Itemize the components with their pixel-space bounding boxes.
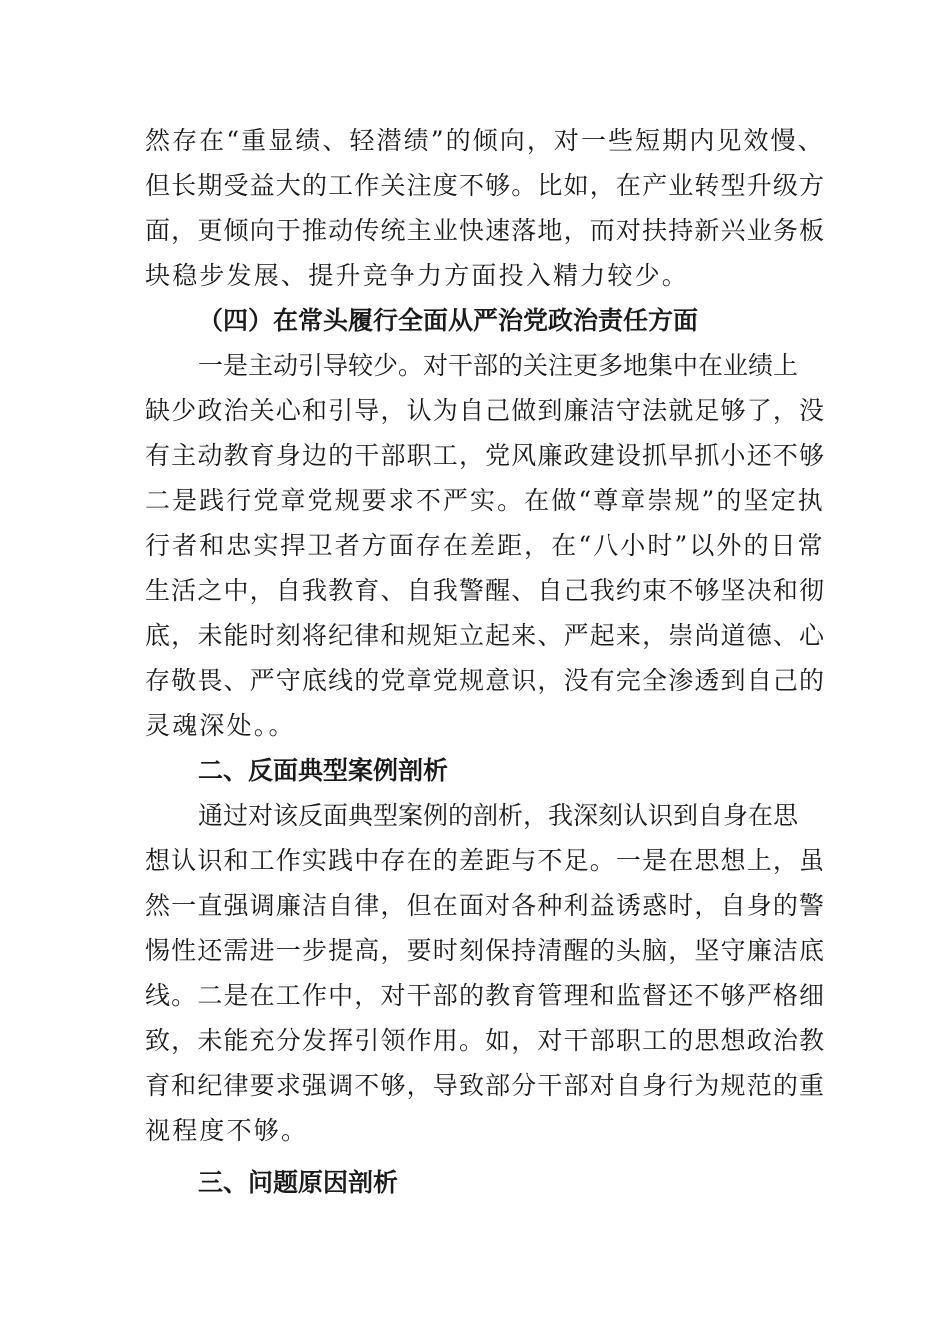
- paragraph-line: 一是主动引导较少。对干部的关注更多地集中在业绩上: [198, 351, 799, 380]
- section-heading: 二、反面典型案例剖析: [198, 756, 449, 785]
- paragraph-line: 缺少政治关心和引导，认为自己做到廉洁守法就足够了，没: [145, 396, 826, 425]
- paragraph-line: 视程度不够。: [145, 1116, 309, 1145]
- paragraph-line: 然一直强调廉洁自律，但在面对各种利益诱惑时，自身的警: [145, 891, 826, 920]
- paragraph-line: 二是践行党章党规要求不严实。在做“尊章崇规”的坚定执: [145, 486, 825, 515]
- paragraph-line: 然存在“重显绩、轻潜绩”的倾向，对一些短期内见效慢、: [145, 126, 825, 155]
- paragraph-line: 底，未能时刻将纪律和规矩立起来、严起来，崇尚道德、心: [145, 621, 826, 650]
- paragraph-line: 线。二是在工作中，对干部的教育管理和监督还不够严格细: [145, 981, 826, 1010]
- paragraph-line: 块稳步发展、提升竞争力方面投入精力较少。: [145, 261, 690, 290]
- paragraph-line: 行者和忠实捍卫者方面存在差距，在“八小时”以外的日常: [145, 531, 825, 560]
- paragraph-line: 有主动教育身边的干部职工，党风廉政建设抓早抓小还不够: [145, 441, 826, 470]
- paragraph-line: 面，更倾向于推动传统主业快速落地，而对扶持新兴业务板: [145, 216, 826, 245]
- section-heading: 三、问题原因剖析: [198, 1168, 399, 1197]
- paragraph-line: 但长期受益大的工作关注度不够。比如，在产业转型升级方: [145, 171, 826, 200]
- paragraph-line: 想认识和工作实践中存在的差距与不足。一是在思想上，虽: [145, 846, 826, 875]
- paragraph-line: 生活之中，自我教育、自我警醒、自己我约束不够坚决和彻: [145, 576, 826, 605]
- paragraph-line: 通过对该反面典型案例的剖析，我深刻认识到自身在思: [198, 801, 799, 830]
- paragraph-line: 惕性还需进一步提高，要时刻保持清醒的头脑，坚守廉洁底: [145, 936, 826, 965]
- paragraph-line: 致，未能充分发挥引领作用。如，对干部职工的思想政治教: [145, 1026, 826, 1055]
- paragraph-line: 灵魂深处。。: [145, 711, 296, 740]
- paragraph-line: 存敬畏、严守底线的党章党规意识，没有完全渗透到自己的: [145, 666, 826, 695]
- section-subheading: （四）在常头履行全面从严治党政治责任方面: [198, 306, 699, 335]
- paragraph-line: 育和纪律要求强调不够，导致部分干部对自身行为规范的重: [145, 1071, 826, 1100]
